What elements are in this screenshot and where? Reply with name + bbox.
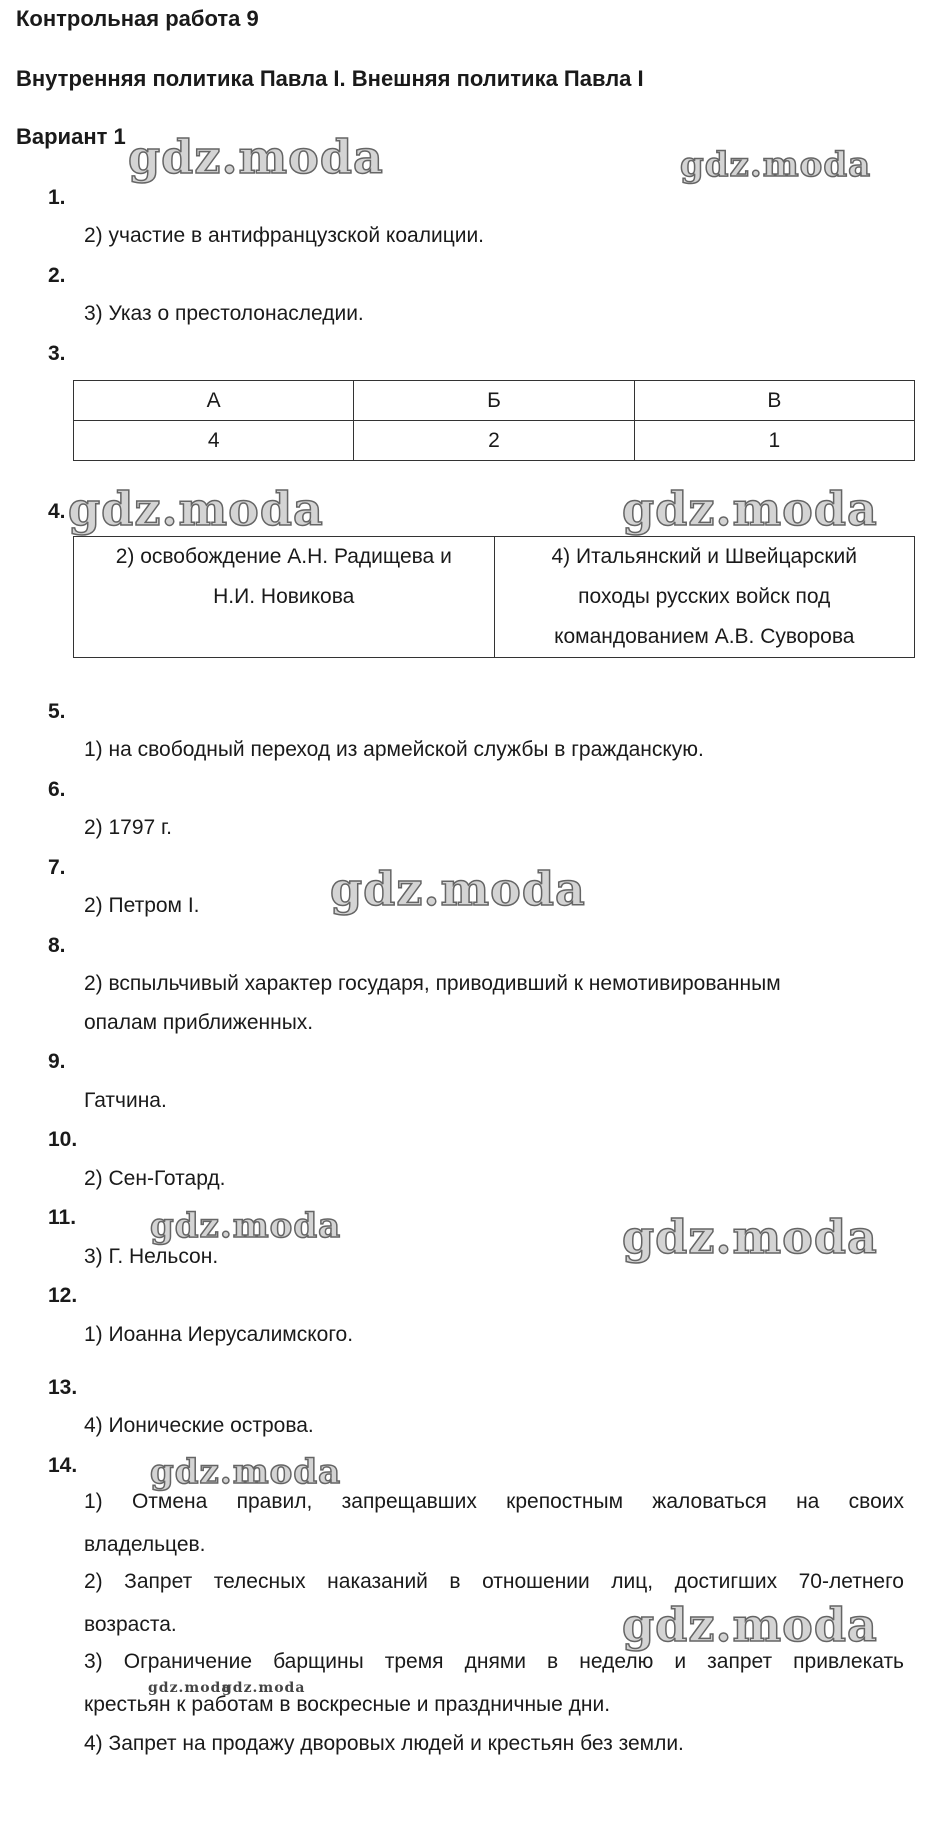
answer-line: 3) Ограничение барщины тремя днями в неделю и запрет привлекать	[84, 1650, 904, 1673]
cell-line: командованием А.В. Суворова	[554, 625, 855, 648]
question-number: 2.	[48, 264, 66, 287]
question-number: 13.	[48, 1376, 78, 1399]
question-number: 7.	[48, 856, 66, 879]
watermark: gdz.moda	[150, 1206, 342, 1246]
watermark: gdz.moda	[128, 130, 384, 184]
question-number: 9.	[48, 1050, 66, 1073]
answer-text: 3) Г. Нельсон.	[84, 1245, 219, 1268]
answer-text: 4) Ионические острова.	[84, 1414, 314, 1437]
table-header-cell: В	[634, 381, 914, 421]
watermark: gdz.moda	[150, 1452, 342, 1492]
answer-line: возраста.	[84, 1613, 177, 1636]
question-number: 4.	[48, 500, 66, 523]
table-cell	[494, 537, 915, 658]
cell-line: 4) Итальянский и Швейцарский	[551, 545, 857, 568]
table-cell: 1	[634, 421, 914, 461]
table-cell: 2	[354, 421, 634, 461]
watermark: gdz.moda	[622, 1210, 878, 1264]
table-cell	[74, 537, 495, 658]
watermark: gdz.moda	[330, 862, 586, 916]
watermark: gdz.moda	[622, 1598, 878, 1652]
answer-text: опалам приближенных.	[84, 1011, 314, 1034]
answer-text: Гатчина.	[84, 1089, 167, 1112]
table-cell: 4	[74, 421, 354, 461]
answer-line: 1) Отмена правил, запрещавших крепостным жаловаться на своих	[84, 1490, 904, 1513]
answer-line: владельцев.	[84, 1533, 206, 1556]
work-title: Контрольная работа 9	[16, 6, 259, 31]
watermark: gdz.moda	[68, 482, 324, 536]
question-number: 5.	[48, 700, 66, 723]
cell-line: походы русских войск под	[578, 585, 831, 608]
answer-text: 1) на свободный переход из армейской службы в гражданскую.	[84, 738, 704, 761]
question-number: 1.	[48, 186, 66, 209]
answer-text: 3) Указ о престолонаследии.	[84, 302, 364, 325]
variant-label: Вариант 1	[16, 124, 126, 149]
answer-text: 2) Сен-Готард.	[84, 1167, 226, 1190]
topic-title: Внутренняя политика Павла I. Внешняя политика Павла I	[16, 66, 644, 91]
answer-line: 2) Запрет телесных наказаний в отношении лиц, достигших 70-летнего	[84, 1570, 904, 1593]
question-number: 3.	[48, 342, 66, 365]
answer-text: 2) вспыльчивый характер государя, приводивший к немотивированным	[84, 972, 781, 995]
answer-line: 4) Запрет на продажу дворовых людей и крестьян без земли.	[84, 1732, 684, 1755]
answer-table	[73, 380, 915, 461]
table-header-cell: Б	[354, 381, 634, 421]
watermark: gdz.moda	[680, 145, 872, 185]
table-header-cell: А	[74, 381, 354, 421]
cell-line: Н.И. Новикова	[213, 585, 355, 608]
question-number: 14.	[48, 1454, 78, 1477]
question-number: 11.	[48, 1206, 77, 1229]
question-number: 12.	[48, 1284, 78, 1307]
question-number: 10.	[48, 1128, 78, 1151]
watermark: gdz.moda	[148, 1680, 232, 1696]
answer-text: 1) Иоанна Иерусалимского.	[84, 1323, 354, 1346]
answer-text: 2) Петром I.	[84, 894, 200, 917]
answer-line: крестьян к работам в воскресные и праздничные дни.	[84, 1693, 611, 1716]
watermark: gdz.moda	[222, 1680, 306, 1696]
answer-table	[73, 536, 915, 658]
question-number: 6.	[48, 778, 66, 801]
cell-line: 2) освобождение А.Н. Радищева и	[115, 545, 452, 568]
answer-text: 2) 1797 г.	[84, 816, 172, 839]
answer-text: 2) участие в антифранцузской коалиции.	[84, 224, 485, 247]
watermark: gdz.moda	[622, 482, 878, 536]
question-number: 8.	[48, 934, 66, 957]
